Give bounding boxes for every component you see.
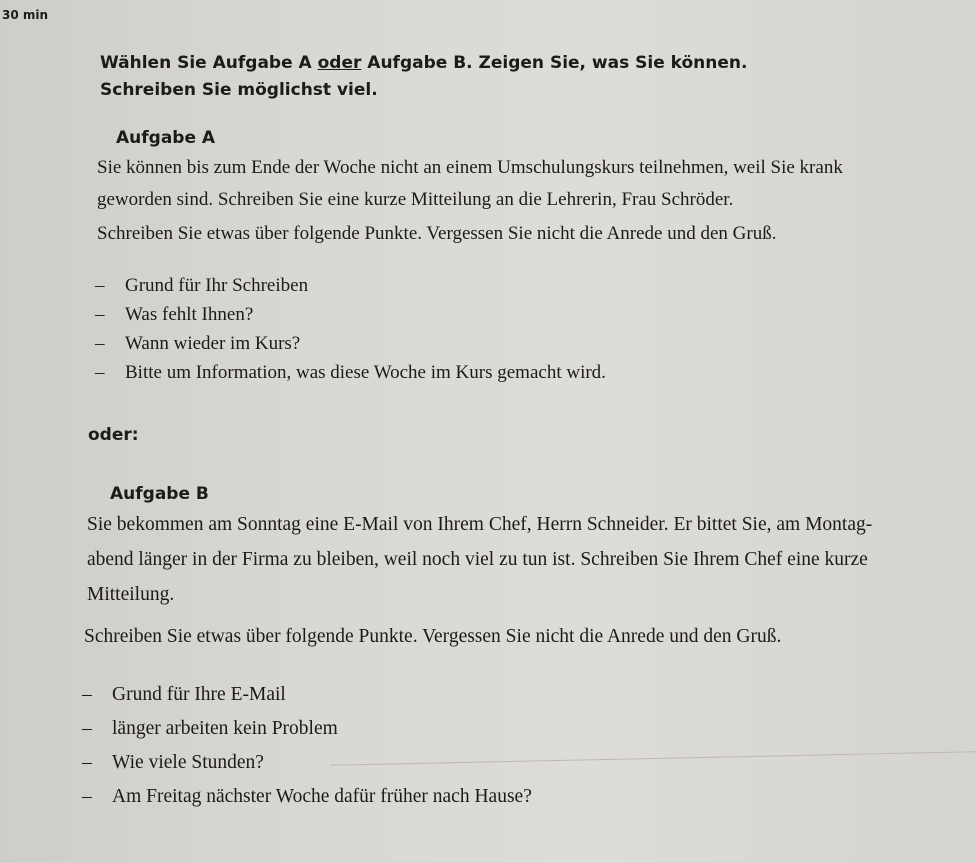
task-b-description-line: Mitteilung. (87, 584, 175, 605)
list-item (82, 746, 532, 780)
list-item (95, 358, 606, 387)
dash-bullet: – (95, 275, 105, 296)
list-item (95, 300, 606, 329)
list-item-text: Wie viele Stunden? (112, 752, 264, 773)
list-item-text: Grund für Ihre E-Mail (112, 684, 286, 705)
task-a-description-line: Sie können bis zum Ende der Woche nicht an einem Umschulungskurs teilnehmen, weil Sie krank (97, 157, 843, 178)
task-a-description (97, 152, 843, 216)
list-item (95, 271, 606, 300)
task-b-instruction: Schreiben Sie etwas über folgende Punkte. Vergessen Sie nicht die Anrede und den Gruß. (84, 626, 782, 647)
task-b-points (82, 678, 532, 814)
dash-bullet: – (82, 786, 92, 807)
task-b-heading: Aufgabe B (110, 484, 209, 504)
dash-bullet: – (82, 752, 92, 773)
list-item (82, 712, 532, 746)
list-item-text: Wann wieder im Kurs? (125, 333, 301, 354)
task-a-instruction: Schreiben Sie etwas über folgende Punkte. Vergessen Sie nicht die Anrede und den Gruß. (97, 223, 777, 244)
dash-bullet: – (95, 362, 105, 383)
list-item-text: Bitte um Information, was diese Woche im Kurs gemacht wird. (125, 362, 606, 383)
dash-bullet: – (95, 304, 105, 325)
instructions-text: Aufgabe B. Zeigen Sie, was Sie können. (361, 53, 748, 73)
task-a-points (95, 271, 606, 387)
task-b-description (87, 507, 872, 612)
time-limit-label: 30 min (2, 8, 49, 22)
dash-bullet: – (82, 684, 92, 705)
instructions-line-1 (100, 50, 747, 77)
instructions (100, 50, 747, 104)
list-item-text: Was fehlt Ihnen? (125, 304, 254, 325)
list-item (95, 329, 606, 358)
task-b-description-line: Sie bekommen am Sonntag eine E-Mail von Ihrem Chef, Herrn Schneider. Er bittet Sie, am Montag- (87, 514, 873, 535)
list-item-text: Am Freitag nächster Woche dafür früher nach Hause? (112, 786, 532, 807)
dash-bullet: – (82, 718, 92, 739)
list-item (82, 678, 532, 712)
list-item-text: länger arbeiten kein Problem (112, 718, 338, 739)
instructions-underlined-word: oder (317, 53, 362, 73)
instructions-text: Wählen Sie Aufgabe A (100, 53, 318, 73)
separator-label: oder: (88, 425, 139, 445)
instructions-line-2: Schreiben Sie möglichst viel. (100, 80, 378, 100)
dash-bullet: – (95, 333, 105, 354)
task-b-description-line: abend länger in der Firma zu bleiben, weil noch viel zu tun ist. Schreiben Sie Ihrem Chef eine kurze (87, 549, 868, 570)
list-item-text: Grund für Ihr Schreiben (125, 275, 309, 296)
task-a-heading: Aufgabe A (116, 128, 216, 148)
task-a-description-line: geworden sind. Schreiben Sie eine kurze Mitteilung an die Lehrerin, Frau Schröder. (97, 189, 734, 210)
list-item (82, 780, 532, 814)
